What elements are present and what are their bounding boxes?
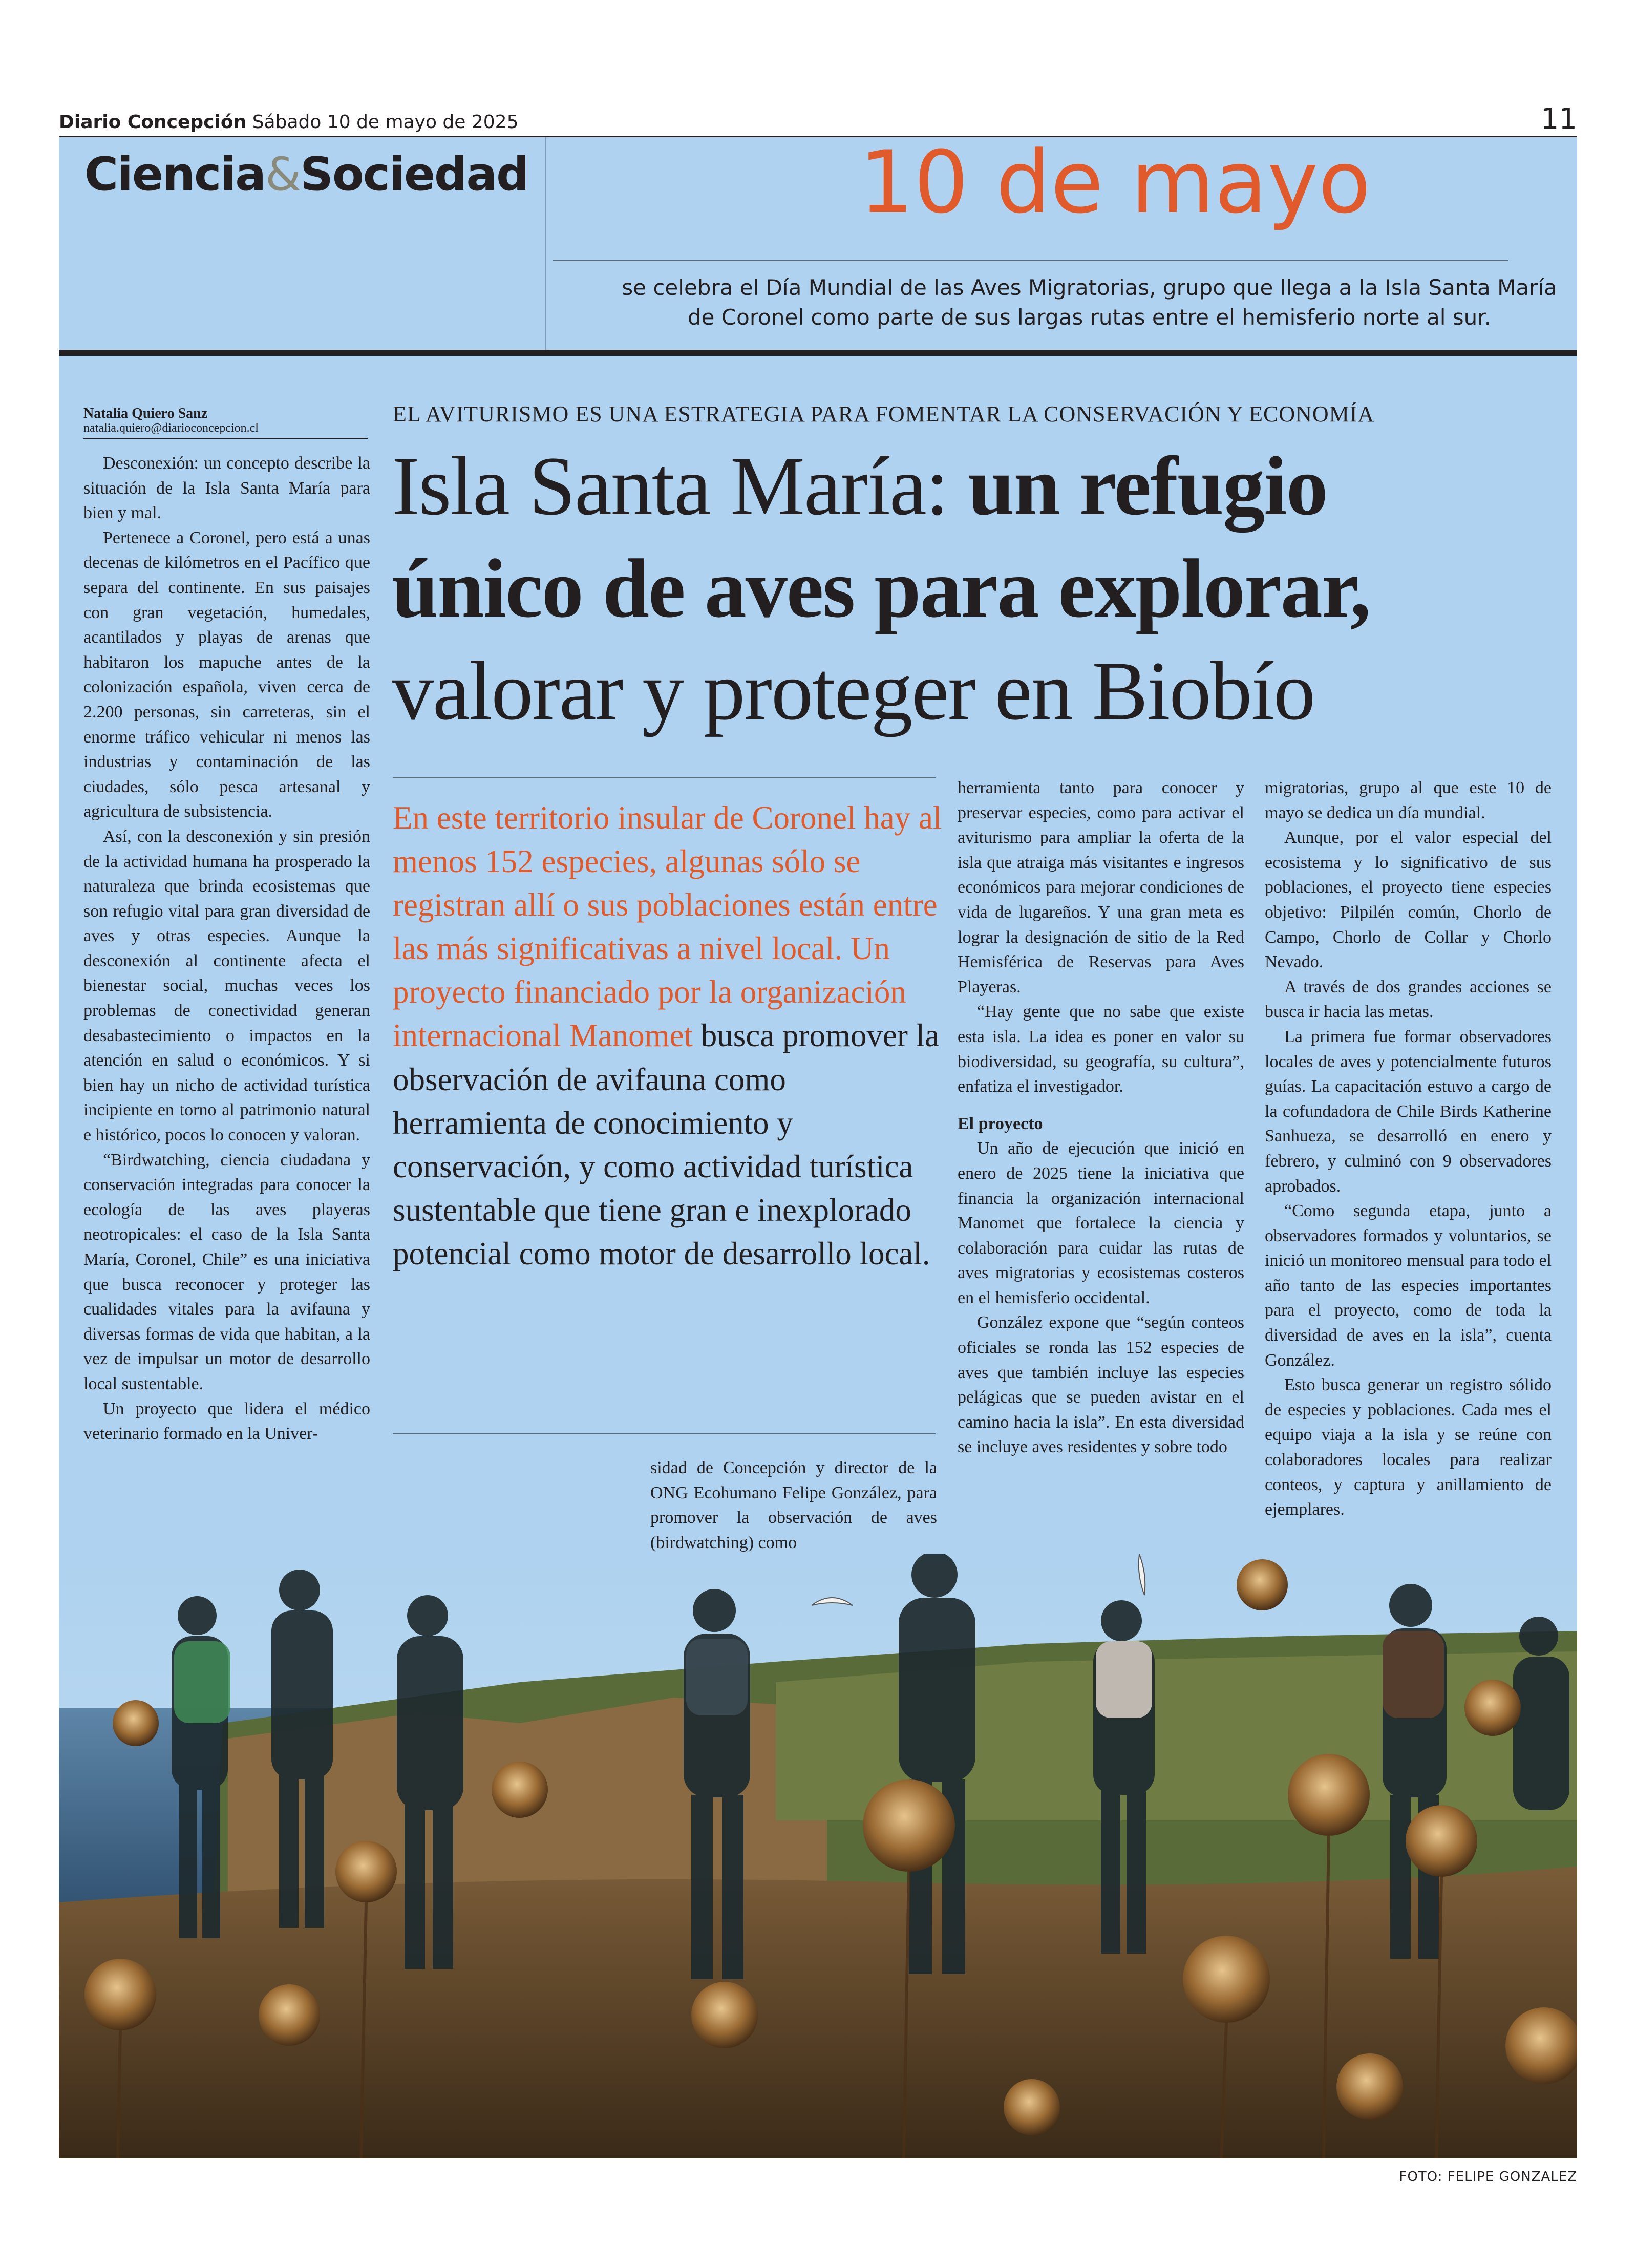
body-paragraph: sidad de Concepción y director de la ONG Ecohumano Felipe González, para promover la observación de aves (birdwatching) como <box>650 1458 937 1552</box>
section-title-part2: Sociedad <box>300 147 528 201</box>
body-paragraph: herramienta tanto para conocer y preservar especies, como para activar el aviturismo para ampliar la oferta de la isla que atraiga más visitantes e ingresos económicos para mejorar condiciones de vida de lugareños. Y una gran meta es lograr la designación de sitio de la Red Hemisférica de Reservas para Aves Playeras. <box>958 778 1244 997</box>
headline-line-2 <box>392 538 1559 640</box>
banner-caption: se celebra el Día Mundial de las Aves Migratorias, grupo que llega a la Isla Santa María de Coronel como parte de sus largas rutas entre el hemisferio norte al sur. <box>622 275 1557 330</box>
lead-rule-top <box>393 777 936 778</box>
banner-bottom-rule <box>59 350 1577 356</box>
headline-line-2-bold: único de aves para explorar, <box>392 542 1370 635</box>
lead-rule-bottom <box>393 1433 936 1434</box>
byline-rule <box>83 438 368 439</box>
body-paragraph: González expone que “según conteos oficiales se ronda las 152 especies de aves que también incluye las especies pelágicas que se pueden avistar en el camino hacia la isla”. En esta diversidad se incluye aves residentes y sobre todo <box>958 1313 1244 1457</box>
headline-line-1-regular: Isla Santa María: <box>392 440 968 533</box>
body-paragraph: “Birdwatching, ciencia ciudadana y conservación integradas para conocer la ecología de las aves playeras neotropicales: el caso de la Isla Santa María, Coronel, Chile” es una iniciativa que busca reconocer y proteger las cualidades vitales para la avifauna y diversas formas de vida que habitan, a la vez de impulsar un motor de desarrollo local sustentable. <box>83 1150 370 1393</box>
lead-rest: busca promover la observación de avifauna como herramienta de conocimiento y conservación, y como actividad turística sustentable que tiene gran e inexplorado potencial como motor de desarrollo local. <box>393 1018 940 1271</box>
body-column-3 <box>958 776 1244 1460</box>
body-paragraph: Aunque, por el valor especial del ecosistema y lo significativo de sus poblaciones, el proyecto tiene especies objetivo: Pilpilén común, Chorlo de Campo, Chorlo de Collar y Chorlo Nevado. <box>1265 828 1552 972</box>
body-paragraph: “Como segunda etapa, junto a observadores formados y voluntarios, se inició un monitoreo mensual para todo el año tanto de las especies importantes para el proyecto, como de toda la diversidad de aves en la isla”, cuenta González. <box>1265 1201 1552 1370</box>
page-number: 11 <box>1540 102 1577 136</box>
body-paragraph: Esto busca generar un registro sólido de especies y poblaciones. Cada mes el equipo viaja a la isla y se reúne con colaboradores locales para realizar conteos, y captura y anillamiento de ejemplares. <box>1265 1375 1552 1519</box>
headline-line-3: valorar y proteger en Biobío <box>392 645 1315 737</box>
lead-paragraph <box>393 796 946 1276</box>
section-title-part1: Ciencia <box>84 147 265 201</box>
body-column-1 <box>83 451 370 1447</box>
lead-accent: En este territorio insular de Coronel hay al menos 152 especies, algunas sólo se registran allí o sus poblaciones están entre las más significativas a nivel local. Un proyecto financiado por la organización internacional Manomet <box>393 800 942 1054</box>
body-paragraph: Así, con la desconexión y sin presión de la actividad humana ha prosperado la naturaleza que brinda ecosistemas que son refugio vital para gran diversidad de aves y otras especies. Aunque la desconexión al continente afecta el bienestar social, muchas veces los problemas de conectividad generan desabastecimiento o impactos en la atención en salud o económicos. Y si bien hay un nicho de actividad turística incipiente en torno al patrimonio natural e histórico, pocos lo conocen y valoran. <box>83 826 370 1145</box>
issue-date: Sábado 10 de mayo de 2025 <box>252 112 519 133</box>
photo-credit: FOTO: FELIPE GONZALEZ <box>1399 2169 1577 2185</box>
body-paragraph: “Hay gente que no sabe que existe esta isla. La idea es poner en valor su biodiversidad, su geografía, su cultura”, enfatiza el investigador. <box>958 1002 1244 1096</box>
kicker: EL AVITURISMO ES UNA ESTRATEGIA PARA FOMENTAR LA CONSERVACIÓN Y ECONOMÍA <box>393 401 1375 427</box>
body-paragraph: La primera fue formar observadores locales de aves y potencialmente futuros guías. La capacitación estuvo a cargo de la cofundadora de Chile Birds Katherine Sanhueza, se desarrolló en enero y febrero, y culminó con 9 observadores aprobados. <box>1265 1027 1552 1196</box>
body-paragraph: A través de dos grandes acciones se busca ir hacia las metas. <box>1265 977 1552 1022</box>
running-header <box>59 102 1577 136</box>
birdwatchers-photo <box>59 1554 1577 2158</box>
headline-line-1 <box>392 435 1559 538</box>
masthead-line <box>59 112 519 133</box>
headline <box>392 435 1559 743</box>
headline-line-1-bold: un refugio <box>968 440 1327 533</box>
section-title <box>84 147 528 201</box>
body-paragraph: Un proyecto que lidera el médico veterinario formado en la Univer- <box>83 1399 370 1444</box>
author-email: natalia.quiero@diarioconcepcion.cl <box>83 421 259 435</box>
body-paragraph: Pertenece a Coronel, pero está a unas decenas de kilómetros en el Pacífico que separa del continente. En sus paisajes con gran vegetación, humedales, acantilados y playas de arenas que habitaron los mapuche antes de la colonización española, viven cerca de 2.200 personas, sin carreteras, sin el enorme tráfico vehicular ni menos las industrias y contaminación de las ciudades, sólo pesca artesanal y agricultura de subsistencia. <box>83 528 370 821</box>
byline <box>83 406 368 435</box>
body-column-4 <box>1265 776 1552 1522</box>
banner-date-rule <box>553 260 1508 261</box>
banner-date: 10 de mayo <box>859 132 1371 232</box>
author-name: Natalia Quiero Sanz <box>83 406 208 421</box>
body-paragraph: Desconexión: un concepto describe la situación de la Isla Santa María para bien y mal. <box>83 454 370 523</box>
body-column-2 <box>650 1456 937 1555</box>
article-photo <box>59 1554 1577 2158</box>
section-banner <box>59 132 1577 350</box>
paper-name: Diario Concepción <box>59 112 247 133</box>
body-paragraph: migratorias, grupo al que este 10 de mayo se dedica un día mundial. <box>1265 778 1552 822</box>
banner-divider <box>545 137 546 350</box>
subhead: El proyecto <box>958 1114 1043 1133</box>
article <box>59 356 1577 2158</box>
body-paragraph: Un año de ejecución que inició en enero de 2025 tiene la iniciativa que financia la organización internacional Manomet que fortalece la ciencia y colaboración para cuidar las rutas de aves migratorias y ecosistemas costeros en el hemisferio occidental. <box>958 1139 1244 1307</box>
section-title-amp: & <box>265 147 301 201</box>
